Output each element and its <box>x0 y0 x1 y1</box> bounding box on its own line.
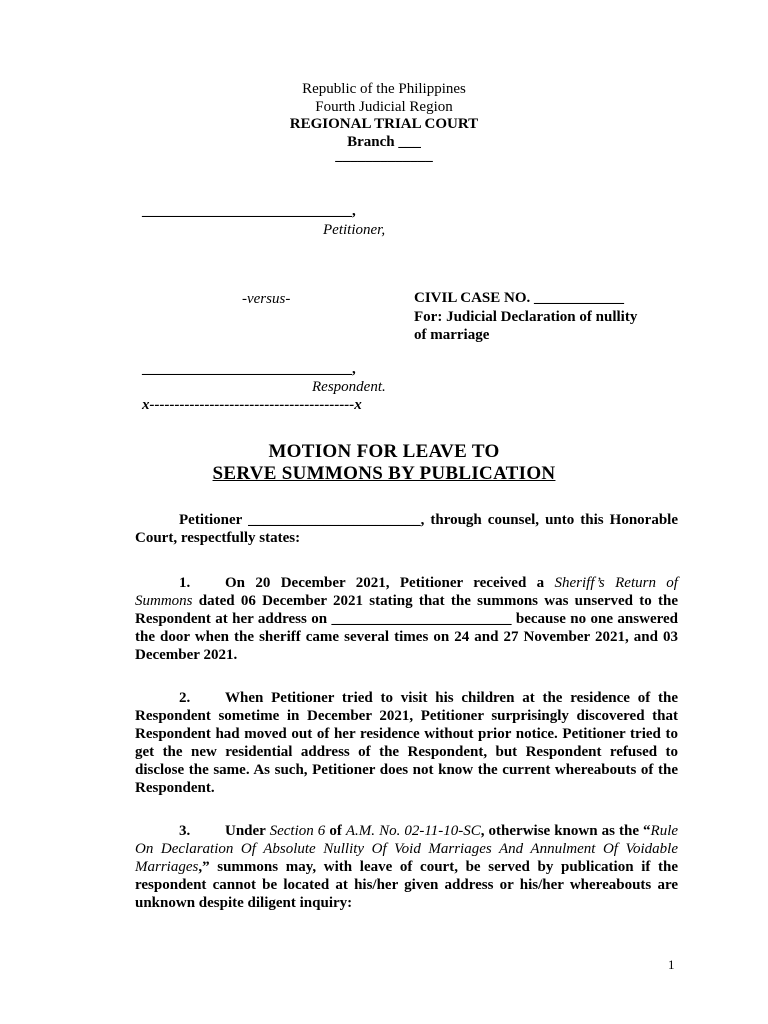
paragraph-1-number: 1. <box>179 575 191 591</box>
p1-text-c: because no one answered the door when the sheriff came several times on 24 and 27 November 2021, and 03 December 2021. <box>135 611 678 663</box>
header-branch: Branch ___ <box>347 134 421 150</box>
respondent-label: Respondent. <box>312 379 386 395</box>
motion-title-line-2: SERVE SUMMONS BY PUBLICATION <box>212 463 556 484</box>
case-subject-line-1: For: Judicial Declaration of nullity <box>414 309 638 325</box>
paragraph-3 <box>135 822 678 912</box>
intro-paragraph <box>135 511 678 547</box>
case-subject-line-2: of marriage <box>414 327 490 343</box>
p1-text-b: dated 06 December 2021 stating that the summons was unserved to the Respondent at her address on <box>135 593 678 627</box>
p3-italic-am-number: A.M. No. 02-11-10-SC <box>345 823 481 839</box>
p1-address-blank: ________________________ <box>331 611 512 627</box>
p2-text: When Petitioner tried to visit his children at the residence of the Respondent sometime in December 2021, Petitioner surprisingly discovered that Respondent had moved out of her residence without prior notice. Petitioner tried to get the new residential address of the Respondent, but Respondent refused to disclose the same. As such, Petitioner does not know the current whereabouts of the Respondent. <box>135 690 678 796</box>
petitioner-label: Petitioner, <box>323 222 386 238</box>
header-republic: Republic of the Philippines <box>302 81 466 97</box>
petitioner-name-blank: ____________________________, <box>142 203 356 219</box>
p3-text-a: Under <box>225 823 270 839</box>
paragraph-1 <box>135 574 678 664</box>
paragraph-3-number: 3. <box>179 823 191 839</box>
p3-text-c: , otherwise known as the “ <box>480 823 651 839</box>
p3-italic-rule-title: Rule On Declaration Of Absolute Nullity Of Void Marriages And Annulment Of Voidable Marriages <box>135 823 679 875</box>
civil-case-number: CIVIL CASE NO. ____________ <box>414 290 625 306</box>
paragraph-2 <box>135 689 678 797</box>
intro-text-b: , through counsel, unto this Honorable Court, respectfully states: <box>135 512 678 546</box>
page-number: 1 <box>668 957 675 972</box>
motion-title-line-1: MOTION FOR LEAVE TO <box>268 441 500 462</box>
intro-text-a: Petitioner <box>179 512 243 528</box>
header-branch-underline: _____________ <box>335 148 433 164</box>
header-court: REGIONAL TRIAL COURT <box>289 116 479 132</box>
p3-text-b: of <box>325 823 346 839</box>
p3-italic-section: Section 6 <box>269 823 326 839</box>
versus-label: -versus- <box>242 291 291 307</box>
p1-text-a: On 20 December 2021, Petitioner received a <box>225 575 555 591</box>
header-region: Fourth Judicial Region <box>315 99 453 115</box>
respondent-name-blank: ____________________________, <box>142 361 356 377</box>
p1-italic-return: Sheriff’s Return of Summons <box>135 575 678 609</box>
petitioner-blank-inline: _______________________ <box>248 512 421 528</box>
paragraph-2-number: 2. <box>179 690 191 706</box>
caption-separator: x-----------------------------------------x <box>142 397 362 413</box>
p3-text-d: ,” summons may, with leave of court, be served by publication if the respondent cannot be located at his/her given address or his/her whereabouts are unknown despite diligent inquiry: <box>135 859 678 911</box>
